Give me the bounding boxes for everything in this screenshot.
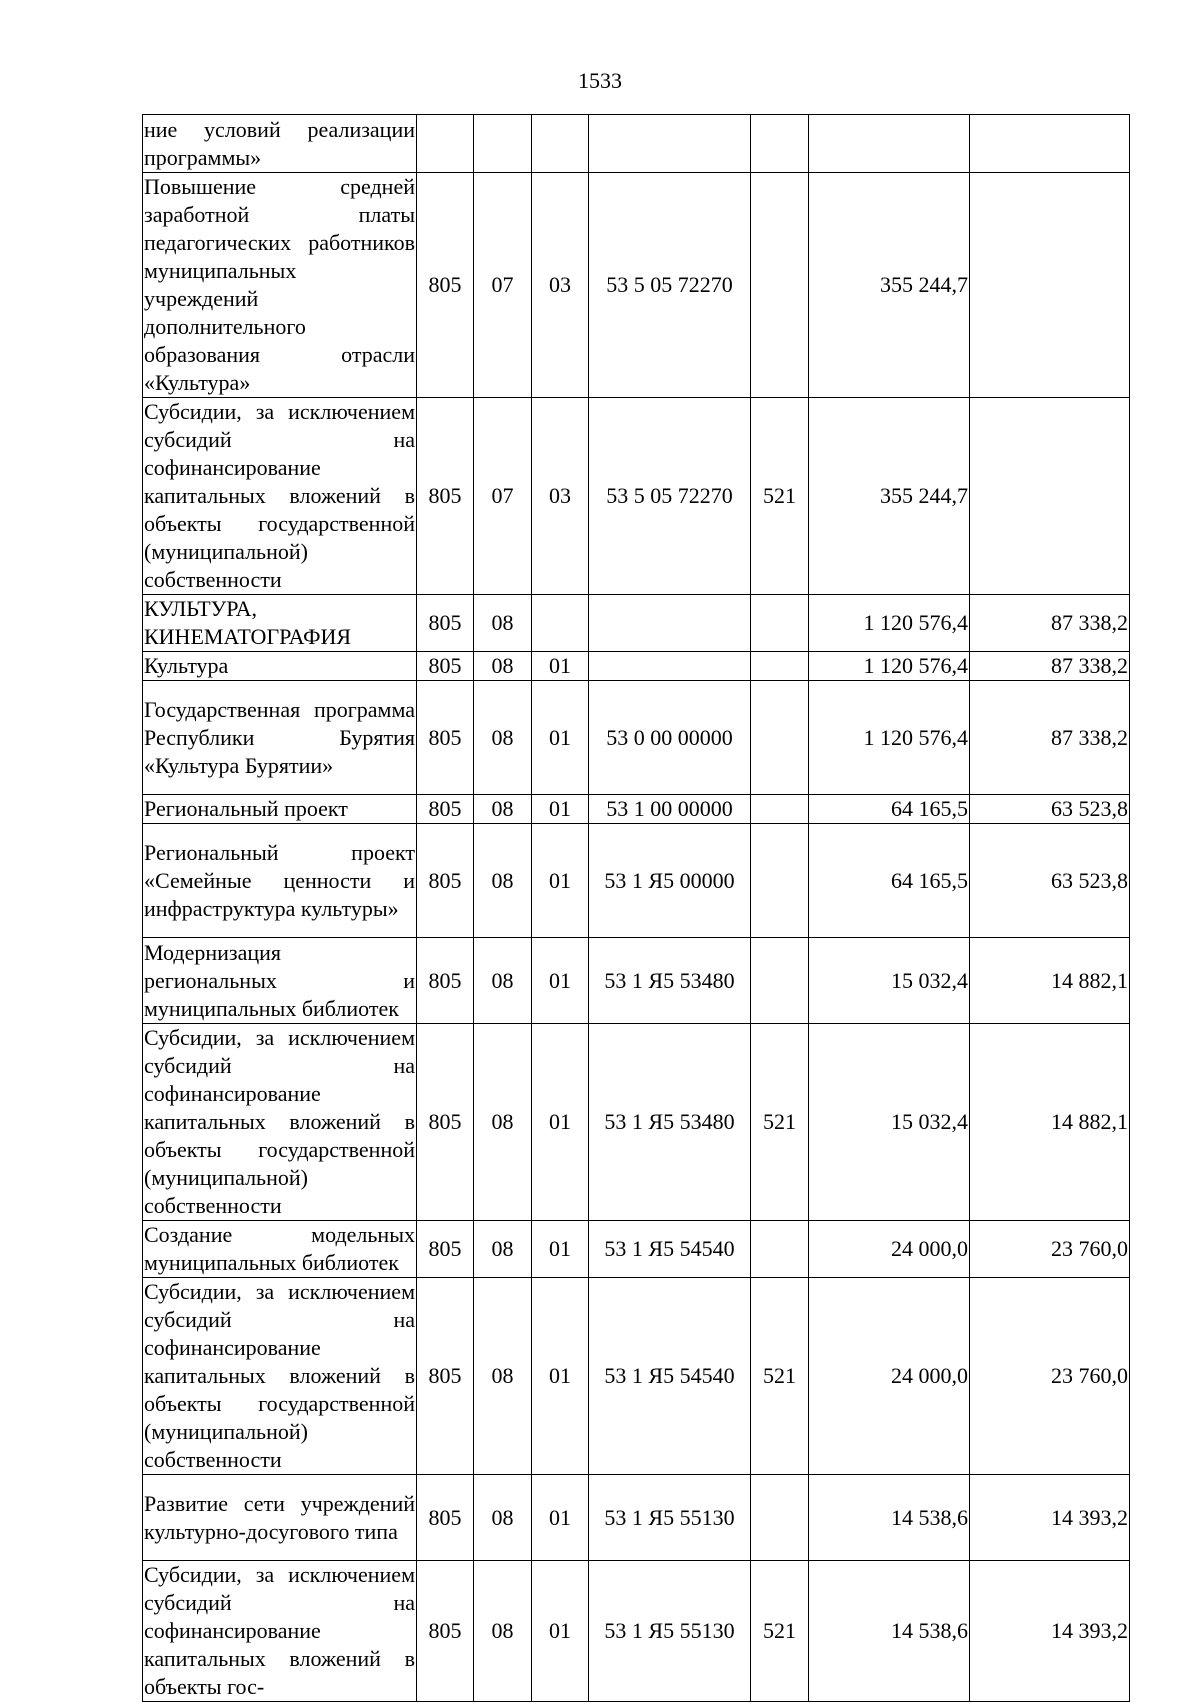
- cell-amount-1: 14 538,6: [809, 1475, 970, 1561]
- cell-amount-2: 87 338,2: [970, 681, 1130, 795]
- table-row: [143, 595, 1130, 652]
- cell-target-article: 53 1 Я5 54540: [589, 1278, 751, 1475]
- table-row: [143, 398, 1130, 595]
- table-row: [143, 1024, 1130, 1221]
- cell-admin-code: 805: [417, 1475, 474, 1561]
- cell-expense-type: [751, 1475, 809, 1561]
- cell-expense-type: 521: [751, 398, 809, 595]
- cell-expense-type: [751, 595, 809, 652]
- cell-amount-1: 1 120 576,4: [809, 595, 970, 652]
- cell-subsection: 03: [532, 173, 589, 398]
- cell-admin-code: 805: [417, 824, 474, 938]
- cell-section: 08: [474, 1278, 532, 1475]
- table-row: [143, 1278, 1130, 1475]
- table-row: [143, 115, 1130, 173]
- cell-target-article: 53 1 Я5 54540: [589, 1221, 751, 1278]
- cell-amount-1: 64 165,5: [809, 824, 970, 938]
- cell-section: 08: [474, 938, 532, 1024]
- cell-section: 08: [474, 1561, 532, 1702]
- cell-name: Развитие сети учреждений культурно-досугового типа: [143, 1475, 417, 1561]
- table-row: [143, 1475, 1130, 1561]
- cell-admin-code: 805: [417, 938, 474, 1024]
- cell-section: [474, 115, 532, 173]
- cell-name: Субсидии, за исключением субсидий на софинансирование капитальных вложений в объекты государственной (муниципальной) собственности: [143, 398, 417, 595]
- cell-amount-2: [970, 398, 1130, 595]
- cell-amount-2: 63 523,8: [970, 795, 1130, 824]
- cell-expense-type: [751, 173, 809, 398]
- cell-subsection: 03: [532, 398, 589, 595]
- table-body: [143, 115, 1130, 1702]
- cell-name: КУЛЬТУРА, КИНЕМАТОГРАФИЯ: [143, 595, 417, 652]
- cell-amount-2: [970, 173, 1130, 398]
- cell-target-article: 53 1 Я5 53480: [589, 938, 751, 1024]
- budget-table: [142, 114, 1130, 1702]
- table-row: [143, 824, 1130, 938]
- cell-amount-1: 14 538,6: [809, 1561, 970, 1702]
- cell-amount-1: 355 244,7: [809, 398, 970, 595]
- cell-subsection: 01: [532, 824, 589, 938]
- cell-amount-2: 87 338,2: [970, 652, 1130, 681]
- cell-subsection: [532, 595, 589, 652]
- cell-target-article: 53 1 Я5 53480: [589, 1024, 751, 1221]
- table-row: [143, 681, 1130, 795]
- cell-admin-code: 805: [417, 398, 474, 595]
- cell-subsection: 01: [532, 938, 589, 1024]
- cell-expense-type: 521: [751, 1561, 809, 1702]
- cell-subsection: 01: [532, 1024, 589, 1221]
- cell-section: 08: [474, 824, 532, 938]
- cell-amount-2: 14 882,1: [970, 938, 1130, 1024]
- cell-section: 08: [474, 1221, 532, 1278]
- cell-target-article: 53 1 00 00000: [589, 795, 751, 824]
- cell-admin-code: 805: [417, 795, 474, 824]
- cell-target-article: 53 5 05 72270: [589, 173, 751, 398]
- cell-name: Создание модельных муниципальных библиотек: [143, 1221, 417, 1278]
- cell-amount-1: 15 032,4: [809, 1024, 970, 1221]
- cell-section: 08: [474, 795, 532, 824]
- cell-subsection: 01: [532, 652, 589, 681]
- cell-expense-type: 521: [751, 1278, 809, 1475]
- cell-name: ние условий реализации программы»: [143, 115, 417, 173]
- cell-section: 07: [474, 173, 532, 398]
- cell-admin-code: 805: [417, 681, 474, 795]
- cell-amount-2: 23 760,0: [970, 1278, 1130, 1475]
- cell-admin-code: 805: [417, 1221, 474, 1278]
- cell-amount-1: 1 120 576,4: [809, 652, 970, 681]
- cell-section: 08: [474, 595, 532, 652]
- cell-admin-code: 805: [417, 173, 474, 398]
- cell-amount-2: 14 882,1: [970, 1024, 1130, 1221]
- cell-subsection: 01: [532, 1221, 589, 1278]
- cell-name: Культура: [143, 652, 417, 681]
- cell-amount-1: [809, 115, 970, 173]
- cell-section: 08: [474, 681, 532, 795]
- table-row: [143, 1561, 1130, 1702]
- cell-subsection: 01: [532, 681, 589, 795]
- cell-target-article: [589, 595, 751, 652]
- cell-name: Субсидии, за исключением субсидий на софинансирование капитальных вложений в объекты государственной (муниципальной) собственности: [143, 1278, 417, 1475]
- table-row: [143, 652, 1130, 681]
- table-row: [143, 173, 1130, 398]
- cell-admin-code: 805: [417, 1024, 474, 1221]
- cell-target-article: 53 5 05 72270: [589, 398, 751, 595]
- cell-expense-type: [751, 1221, 809, 1278]
- cell-amount-1: 24 000,0: [809, 1221, 970, 1278]
- cell-admin-code: 805: [417, 652, 474, 681]
- cell-subsection: 01: [532, 1475, 589, 1561]
- cell-subsection: 01: [532, 1561, 589, 1702]
- cell-expense-type: [751, 824, 809, 938]
- cell-target-article: 53 1 Я5 55130: [589, 1561, 751, 1702]
- page-number: 1533: [578, 68, 622, 93]
- table-row: [143, 938, 1130, 1024]
- cell-name: Повышение средней заработной платы педагогических работников муниципальных учреждений дополнительного образования отрасли «Культура»: [143, 173, 417, 398]
- cell-expense-type: [751, 115, 809, 173]
- cell-amount-2: 14 393,2: [970, 1475, 1130, 1561]
- cell-amount-2: 14 393,2: [970, 1561, 1130, 1702]
- cell-amount-2: 23 760,0: [970, 1221, 1130, 1278]
- cell-admin-code: 805: [417, 1561, 474, 1702]
- cell-target-article: 53 1 Я5 55130: [589, 1475, 751, 1561]
- cell-expense-type: [751, 938, 809, 1024]
- cell-expense-type: [751, 681, 809, 795]
- cell-amount-2: [970, 115, 1130, 173]
- cell-admin-code: [417, 115, 474, 173]
- cell-expense-type: [751, 795, 809, 824]
- cell-section: 08: [474, 1475, 532, 1561]
- cell-amount-1: 24 000,0: [809, 1278, 970, 1475]
- cell-admin-code: 805: [417, 595, 474, 652]
- cell-amount-1: 15 032,4: [809, 938, 970, 1024]
- cell-amount-1: 355 244,7: [809, 173, 970, 398]
- cell-expense-type: [751, 652, 809, 681]
- cell-admin-code: 805: [417, 1278, 474, 1475]
- cell-section: 07: [474, 398, 532, 595]
- cell-name: Региональный проект: [143, 795, 417, 824]
- cell-target-article: 53 0 00 00000: [589, 681, 751, 795]
- cell-expense-type: 521: [751, 1024, 809, 1221]
- cell-section: 08: [474, 652, 532, 681]
- cell-name: Государственная программа Республики Бурятия «Культура Бурятии»: [143, 681, 417, 795]
- cell-name: Субсидии, за исключением субсидий на софинансирование капитальных вложений в объекты гос-: [143, 1561, 417, 1702]
- cell-subsection: 01: [532, 795, 589, 824]
- cell-section: 08: [474, 1024, 532, 1221]
- cell-name: Субсидии, за исключением субсидий на софинансирование капитальных вложений в объекты государственной (муниципальной) собственности: [143, 1024, 417, 1221]
- table-row: [143, 795, 1130, 824]
- cell-subsection: 01: [532, 1278, 589, 1475]
- cell-target-article: 53 1 Я5 00000: [589, 824, 751, 938]
- cell-name: Региональный проект «Семейные ценности и инфраструктура культуры»: [143, 824, 417, 938]
- cell-subsection: [532, 115, 589, 173]
- table-row: [143, 1221, 1130, 1278]
- cell-amount-2: 87 338,2: [970, 595, 1130, 652]
- cell-amount-1: 1 120 576,4: [809, 681, 970, 795]
- cell-target-article: [589, 652, 751, 681]
- cell-amount-1: 64 165,5: [809, 795, 970, 824]
- cell-amount-2: 63 523,8: [970, 824, 1130, 938]
- cell-name: Модернизация региональных и муниципальных библиотек: [143, 938, 417, 1024]
- cell-target-article: [589, 115, 751, 173]
